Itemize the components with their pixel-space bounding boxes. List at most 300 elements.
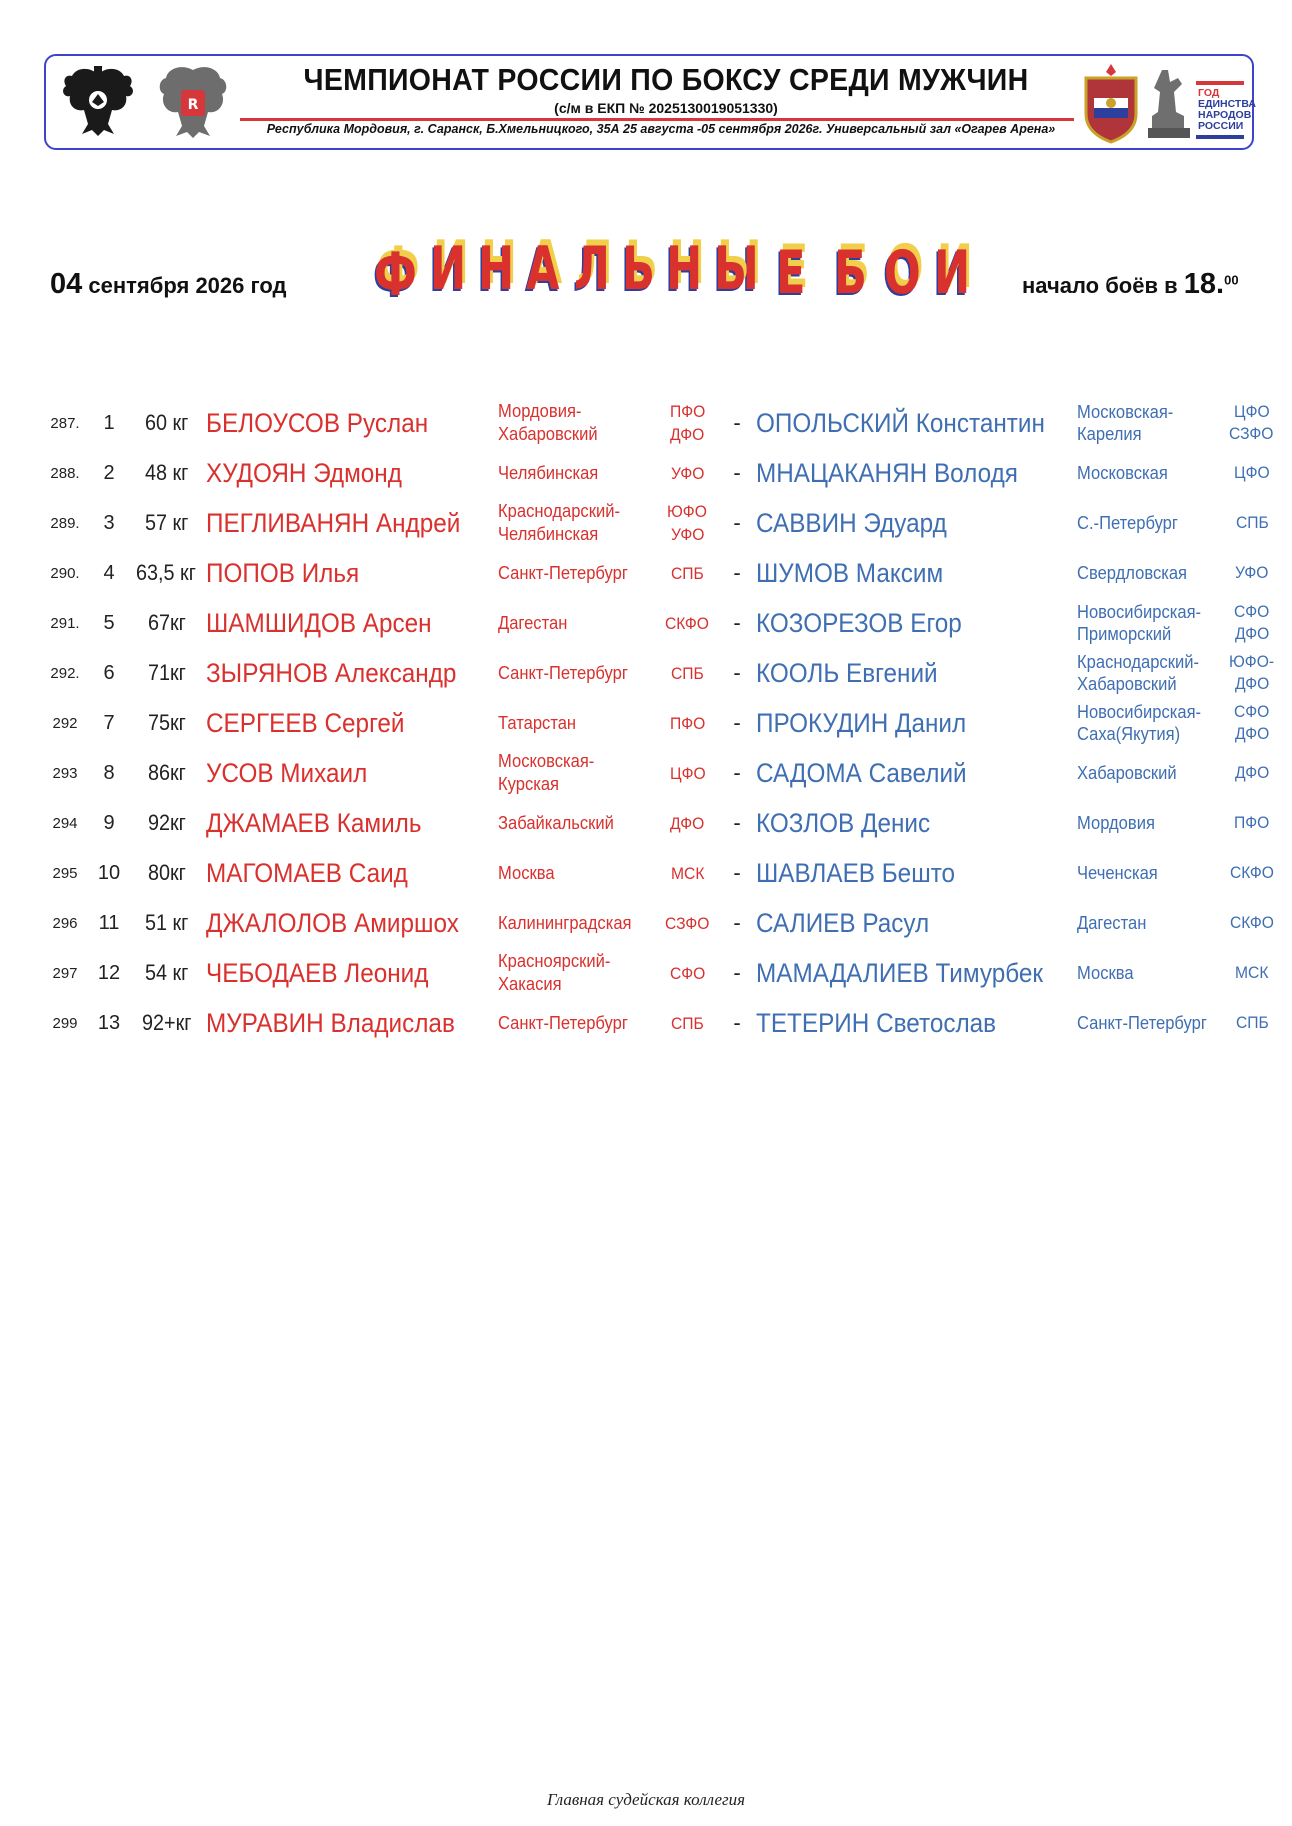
blue-district-line: СКФО: [1229, 913, 1274, 932]
weight-text: 48 кг: [144, 460, 189, 485]
red-district-line: ЦФО: [669, 763, 706, 783]
banner-letter: Н: [478, 234, 515, 304]
red-region-line: Мордовия-: [498, 401, 582, 421]
bout-number-text: 294: [52, 814, 78, 832]
blue-district-line: СФО: [1234, 602, 1270, 621]
championship-title: ЧЕМПИОНАТ РОССИИ ПО БОКСУ СРЕДИ МУЖЧИН: [303, 62, 1029, 97]
start-minutes: 00: [1224, 272, 1239, 288]
red-region-line: Курская: [498, 774, 560, 794]
red-name-text: ХУДОЯН Эдмонд: [206, 457, 402, 488]
red-region-line: Челябинская: [498, 462, 599, 483]
red-region-line: Забайкальский: [498, 812, 614, 833]
red-name-text: ЧЕБОДАЕВ Леонид: [206, 957, 429, 988]
vs-dash: -: [733, 460, 741, 485]
bout-row: [44, 698, 1280, 748]
blue-region-line: Хабаровский: [1077, 674, 1177, 694]
red-name-text: СЕРГЕЕВ Сергей: [206, 707, 405, 738]
bout-number-text: 290.: [50, 564, 80, 582]
weight-text: 80кг: [147, 860, 186, 885]
bout-index-text: 5: [103, 611, 115, 634]
red-region-line: Челябинская: [498, 524, 599, 544]
weight-class: [132, 748, 206, 798]
red-corner-name: [206, 598, 498, 648]
bout-number-text: 289.: [50, 514, 80, 532]
bout-number-text: 292: [52, 714, 78, 732]
red-corner-district: [660, 998, 718, 1048]
weight-text: 67кг: [147, 610, 186, 635]
red-corner-district: [660, 448, 718, 498]
start-hour: 18.: [1183, 268, 1225, 300]
bout-index-text: 12: [97, 961, 121, 984]
red-corner-district: [660, 598, 718, 648]
red-district-line: ПФО: [669, 713, 706, 733]
red-region-line: Краснодарский-: [498, 501, 620, 521]
red-corner-name: [206, 848, 498, 898]
red-corner-name: [206, 798, 498, 848]
blue-region-line: Дагестан: [1077, 913, 1147, 933]
red-region-line: Московская-: [498, 751, 595, 771]
blue-corner-region: [1077, 848, 1227, 898]
blue-district-line: СПБ: [1235, 513, 1269, 532]
blue-corner-region: [1077, 498, 1227, 548]
vs-dash: -: [733, 960, 741, 985]
vs-dash: -: [733, 560, 741, 585]
blue-name-text: ШУМОВ Максим: [756, 557, 944, 588]
banner-letter: И: [430, 234, 467, 304]
red-corner-name: [206, 748, 498, 798]
boxing-federation-emblem-icon: [154, 62, 232, 142]
blue-region-line: Санкт-Петербург: [1077, 1013, 1207, 1033]
bout-row: [44, 448, 1280, 498]
bout-number: [44, 548, 86, 598]
weight-class: [132, 598, 206, 648]
blue-name-text: МНАЦАКАНЯН Володя: [756, 457, 1018, 488]
blue-name-text: КООЛЬ Евгений: [756, 657, 938, 688]
red-name-text: ПОПОВ Илья: [206, 557, 360, 588]
red-corner-name: [206, 948, 498, 998]
red-corner-region: [498, 798, 660, 848]
blue-corner-district: [1227, 498, 1280, 548]
red-corner-region: [498, 598, 660, 648]
banner-letter: Ь: [622, 234, 655, 304]
footer-signature: Главная судейская коллегия: [546, 1790, 746, 1809]
bout-row: [44, 898, 1280, 948]
red-corner-district: [660, 748, 718, 798]
bout-number: [44, 848, 86, 898]
weight-class: [132, 548, 206, 598]
red-corner-name: [206, 998, 498, 1048]
blue-corner-district: [1227, 898, 1280, 948]
blue-region-line: Краснодарский-: [1077, 652, 1199, 672]
bout-index-text: 1: [103, 411, 115, 434]
red-name-text: ДЖАМАЕВ Камиль: [206, 807, 422, 838]
blue-corner-name: [756, 798, 1077, 848]
blue-district-line: СКФО: [1229, 863, 1274, 882]
banner-letter: Л: [574, 234, 610, 304]
red-corner-region: [498, 948, 660, 998]
vs-dash: -: [733, 510, 741, 535]
blue-region-line: Карелия: [1077, 424, 1142, 444]
red-region-line: Санкт-Петербург: [498, 1012, 628, 1033]
bout-number: [44, 598, 86, 648]
red-name-text: ДЖАЛОЛОВ Амиршох: [206, 907, 459, 938]
bout-index: [86, 648, 132, 698]
red-corner-district: [660, 898, 718, 948]
blue-corner-name: [756, 448, 1077, 498]
blue-district-line: ЮФО-: [1229, 652, 1275, 671]
red-corner-district: [660, 648, 718, 698]
weight-class: [132, 498, 206, 548]
blue-corner-district: [1227, 948, 1280, 998]
weight-text: 92+кг: [141, 1010, 191, 1035]
blue-corner-name: [756, 548, 1077, 598]
blue-district-line: ДФО: [1234, 674, 1270, 693]
blue-name-text: ТЕТЕРИН Светослав: [756, 1007, 997, 1038]
bout-index: [86, 698, 132, 748]
header-divider: [240, 118, 1074, 121]
vs-separator: [718, 498, 756, 548]
red-corner-region: [498, 398, 660, 448]
bout-index: [86, 398, 132, 448]
bout-index: [86, 598, 132, 648]
bout-number-text: 292.: [50, 664, 80, 682]
red-corner-name: [206, 698, 498, 748]
blue-corner-region: [1077, 598, 1227, 648]
bout-number: [44, 698, 86, 748]
red-region-line: Хабаровский: [498, 424, 598, 444]
bout-row: [44, 948, 1280, 998]
blue-district-line: ЦФО: [1234, 402, 1270, 421]
blue-corner-region: [1077, 648, 1227, 698]
year-badge-bar: [1196, 81, 1244, 85]
vs-separator: [718, 598, 756, 648]
blue-corner-name: [756, 398, 1077, 448]
svg-text:R: R: [187, 97, 199, 113]
red-region-line: Санкт-Петербург: [498, 562, 628, 583]
weight-class: [132, 698, 206, 748]
blue-corner-district: [1227, 648, 1280, 698]
bout-index: [86, 898, 132, 948]
blue-district-line: СЗФО: [1229, 424, 1274, 443]
banner-letter: О: [884, 238, 921, 308]
blue-corner-name: [756, 998, 1077, 1048]
year-badge-line: РОССИИ: [1198, 120, 1244, 132]
weight-class: [132, 398, 206, 448]
red-corner-region: [498, 648, 660, 698]
bout-index-text: 3: [103, 511, 115, 534]
year-badge-line: ЕДИНСТВА: [1198, 98, 1256, 110]
blue-corner-district: [1227, 998, 1280, 1048]
finals-banner: [360, 228, 971, 310]
red-corner-district: [660, 698, 718, 748]
vs-dash: -: [733, 1010, 741, 1035]
blue-corner-region: [1077, 898, 1227, 948]
bout-index: [86, 948, 132, 998]
vs-separator: [718, 448, 756, 498]
blue-region-line: Саха(Якутия): [1077, 724, 1181, 744]
blue-region-line: Хабаровский: [1077, 763, 1177, 783]
bout-index-text: 10: [97, 861, 121, 884]
red-name-text: МУРАВИН Владислав: [206, 1007, 455, 1038]
weight-class: [132, 448, 206, 498]
blue-name-text: КОЗЛОВ Денис: [756, 807, 931, 838]
red-corner-region: [498, 748, 660, 798]
red-district-line: УФО: [670, 525, 705, 544]
banner-letter: Е: [776, 238, 806, 308]
vs-separator: [718, 998, 756, 1048]
red-name-text: ЗЫРЯНОВ Александр: [206, 657, 457, 688]
red-region-line: Санкт-Петербург: [498, 662, 628, 683]
event-date: [50, 268, 287, 301]
bout-row: [44, 598, 1280, 648]
vs-dash: -: [733, 860, 741, 885]
bout-number-text: 296: [52, 914, 78, 932]
blue-corner-region: [1077, 448, 1227, 498]
vs-separator: [718, 798, 756, 848]
red-district-line: СЗФО: [664, 913, 710, 933]
bout-index-text: 4: [103, 561, 115, 584]
blue-name-text: МАМАДАЛИЕВ Тимурбек: [756, 957, 1044, 988]
bout-number-text: 299: [52, 1014, 78, 1032]
double-headed-eagle-icon: [58, 62, 138, 140]
banner-letter: Ф: [374, 240, 417, 310]
banner-letter: Н: [666, 234, 703, 304]
red-corner-name: [206, 898, 498, 948]
blue-district-line: ПФО: [1234, 813, 1270, 832]
red-name-text: УСОВ Михаил: [206, 757, 368, 788]
bout-row: [44, 648, 1280, 698]
bout-index-text: 8: [103, 761, 115, 784]
red-corner-region: [498, 898, 660, 948]
weight-class: [132, 898, 206, 948]
vs-separator: [718, 648, 756, 698]
blue-corner-name: [756, 598, 1077, 648]
bout-number-text: 287.: [50, 414, 80, 432]
vs-separator: [718, 748, 756, 798]
red-district-line: ПФО: [669, 402, 706, 421]
weight-text: 86кг: [147, 760, 186, 785]
blue-district-line: ДФО: [1234, 724, 1270, 743]
bout-index: [86, 998, 132, 1048]
bouts-table: [44, 398, 1280, 1048]
year-of-unity-logo-icon: [1198, 88, 1256, 132]
weight-class: [132, 648, 206, 698]
bout-index: [86, 748, 132, 798]
bout-index: [86, 498, 132, 548]
red-corner-name: [206, 648, 498, 698]
red-district-line: УФО: [670, 463, 705, 483]
blue-corner-region: [1077, 748, 1227, 798]
bout-index: [86, 798, 132, 848]
red-name-text: ШАМШИДОВ Арсен: [206, 607, 432, 638]
venue-info: Республика Мордовия, г. Саранск, Б.Хмельницкого, 35А 25 августа -05 сентября 2026г. Универсальный зал «Огарев Арена»: [266, 122, 1056, 136]
vs-dash: -: [733, 760, 741, 785]
bout-number-text: 293: [52, 764, 78, 782]
bout-number: [44, 498, 86, 548]
bout-row: [44, 498, 1280, 548]
start-time: [1022, 268, 1239, 301]
vs-separator: [718, 698, 756, 748]
mordovia-coat-of-arms-icon: [1078, 62, 1144, 144]
bout-index-text: 13: [97, 1011, 121, 1034]
blue-corner-region: [1077, 398, 1227, 448]
blue-name-text: САЛИЕВ Расул: [756, 907, 930, 938]
red-corner-name: [206, 548, 498, 598]
red-name-text: БЕЛОУСОВ Руслан: [206, 407, 429, 438]
bout-number-text: 297: [52, 964, 78, 982]
red-region-line: Красноярский-: [498, 951, 611, 971]
vs-separator: [718, 398, 756, 448]
blue-name-text: САВВИН Эдуард: [756, 507, 947, 538]
bout-index: [86, 448, 132, 498]
red-corner-district: [660, 548, 718, 598]
banner-letter: И: [934, 238, 971, 308]
bout-number: [44, 898, 86, 948]
monument-icon: [1144, 62, 1196, 144]
banner-letter: Ы: [714, 234, 759, 304]
bout-number-text: 288.: [50, 464, 80, 482]
red-region-line: Москва: [498, 862, 555, 883]
blue-name-text: ОПОЛЬСКИЙ Константин: [756, 407, 1045, 438]
blue-region-line: Москва: [1077, 963, 1134, 983]
bout-index-text: 11: [98, 911, 120, 934]
document-header: [44, 54, 1254, 150]
red-corner-district: [660, 798, 718, 848]
red-district-line: СФО: [669, 963, 706, 983]
blue-name-text: ШАВЛАЕВ Бешто: [756, 857, 956, 888]
weight-text: 57 кг: [144, 510, 189, 535]
blue-corner-name: [756, 898, 1077, 948]
bout-row: [44, 998, 1280, 1048]
blue-region-line: Московская-: [1077, 402, 1174, 422]
year-badge-line: ГОД: [1198, 87, 1220, 99]
bout-number: [44, 648, 86, 698]
red-corner-district: [660, 398, 718, 448]
blue-corner-name: [756, 648, 1077, 698]
blue-name-text: ПРОКУДИН Данил: [756, 707, 967, 738]
weight-text: 63,5 кг: [135, 560, 196, 585]
banner-letter: А: [526, 234, 560, 304]
red-region-line: Татарстан: [498, 712, 577, 733]
weight-text: 92кг: [147, 810, 186, 835]
date-month-year: сентября 2026 год: [88, 273, 287, 298]
red-corner-district: [660, 498, 718, 548]
blue-corner-name: [756, 698, 1077, 748]
blue-corner-name: [756, 948, 1077, 998]
vs-separator: [718, 898, 756, 948]
vs-separator: [718, 848, 756, 898]
red-district-line: СКФО: [665, 613, 710, 633]
weight-text: 51 кг: [144, 910, 189, 935]
blue-district-line: ДФО: [1234, 763, 1270, 782]
weight-class: [132, 798, 206, 848]
bout-number: [44, 748, 86, 798]
weight-class: [132, 948, 206, 998]
red-name-text: ПЕГЛИВАНЯН Андрей: [206, 507, 461, 538]
blue-district-line: ДФО: [1234, 624, 1270, 643]
weight-text: 60 кг: [144, 410, 189, 435]
blue-corner-region: [1077, 998, 1227, 1048]
blue-district-line: УФО: [1235, 563, 1269, 582]
blue-region-line: Новосибирская-: [1077, 602, 1202, 622]
vs-dash: -: [733, 660, 741, 685]
weight-text: 75кг: [147, 710, 186, 735]
bout-index: [86, 548, 132, 598]
red-region-line: Хакасия: [498, 974, 562, 994]
vs-dash: -: [733, 910, 741, 935]
bout-number: [44, 998, 86, 1048]
weight-class: [132, 998, 206, 1048]
red-corner-region: [498, 698, 660, 748]
blue-corner-district: [1227, 398, 1280, 448]
blue-corner-district: [1227, 548, 1280, 598]
bout-index-text: 6: [103, 661, 115, 684]
bout-index: [86, 848, 132, 898]
blue-district-line: ЦФО: [1234, 463, 1270, 482]
bout-number: [44, 948, 86, 998]
blue-corner-district: [1227, 698, 1280, 748]
red-district-line: ДФО: [670, 813, 705, 833]
blue-region-line: Московская: [1077, 463, 1168, 483]
bout-row: [44, 748, 1280, 798]
date-day: 04: [50, 268, 83, 300]
bout-number-text: 291.: [50, 614, 80, 632]
red-corner-region: [498, 498, 660, 548]
red-district-line: СПБ: [671, 1013, 704, 1033]
blue-corner-region: [1077, 948, 1227, 998]
blue-district-line: СПБ: [1235, 1013, 1269, 1032]
bout-row: [44, 398, 1280, 448]
red-district-line: МСК: [670, 863, 705, 883]
bout-index-text: 9: [103, 811, 115, 834]
vs-separator: [718, 548, 756, 598]
blue-corner-name: [756, 498, 1077, 548]
blue-corner-district: [1227, 598, 1280, 648]
weight-text: 54 кг: [144, 960, 189, 985]
bout-row: [44, 548, 1280, 598]
red-corner-region: [498, 448, 660, 498]
bout-row: [44, 798, 1280, 848]
bout-index-text: 2: [103, 461, 115, 484]
blue-corner-district: [1227, 798, 1280, 848]
blue-corner-district: [1227, 748, 1280, 798]
red-district-line: ЮФО: [667, 502, 708, 521]
red-district-line: СПБ: [671, 663, 704, 683]
blue-region-line: Чеченская: [1077, 863, 1158, 883]
red-corner-district: [660, 848, 718, 898]
red-corner-district: [660, 948, 718, 998]
red-name-text: МАГОМАЕВ Саид: [206, 857, 408, 888]
blue-corner-name: [756, 748, 1077, 798]
blue-region-line: Мордовия: [1077, 813, 1155, 833]
red-corner-name: [206, 498, 498, 548]
red-corner-region: [498, 998, 660, 1048]
vs-dash: -: [733, 410, 741, 435]
red-corner-region: [498, 848, 660, 898]
year-badge-line: НАРОДОВ: [1198, 109, 1252, 121]
ekp-number: (с/м в ЕКП № 2025130019051330): [554, 100, 778, 116]
red-corner-name: [206, 448, 498, 498]
weight-text: 71кг: [147, 660, 186, 685]
vs-dash: -: [733, 810, 741, 835]
blue-corner-region: [1077, 798, 1227, 848]
blue-region-line: Свердловская: [1077, 563, 1188, 583]
blue-corner-district: [1227, 448, 1280, 498]
red-district-line: СПБ: [671, 563, 704, 583]
bout-number: [44, 448, 86, 498]
blue-corner-name: [756, 848, 1077, 898]
vs-separator: [718, 948, 756, 998]
